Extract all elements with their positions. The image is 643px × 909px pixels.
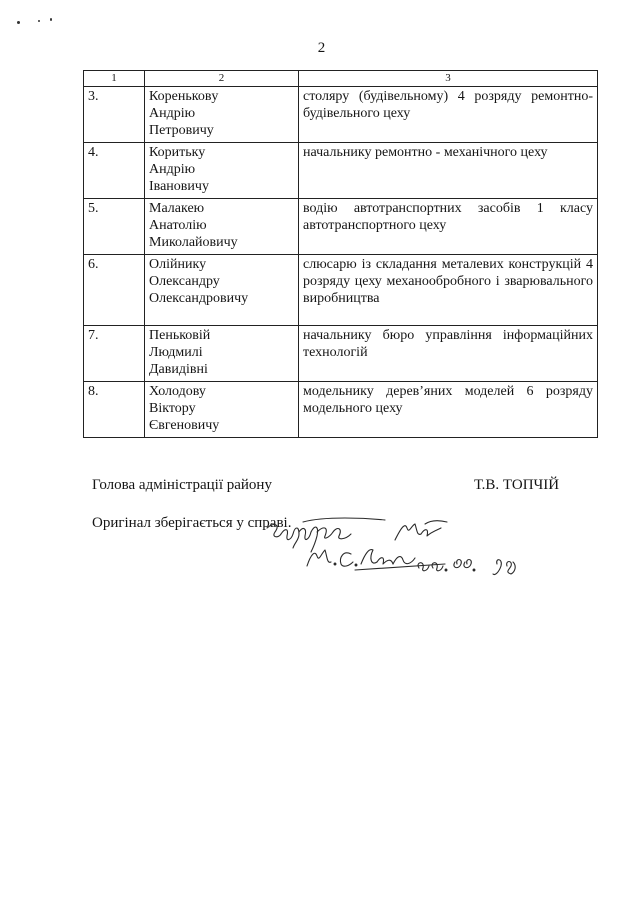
employee-position: водію автотранспортних засобів 1 класу автотранспортного цеху [299,199,598,255]
patronymic: Давидівні [149,362,208,377]
surname: Малакею [149,201,205,216]
first-name: Анатолію [149,218,207,233]
first-name: Віктору [149,401,196,416]
table-row [84,87,598,143]
employee-position: модельнику дерев’яних моделей 6 розряду модельного цеху [299,382,598,438]
scan-speck [38,20,40,22]
employee-table [83,70,598,438]
patronymic: Олександровичу [149,291,249,306]
employee-name [145,326,299,382]
official-title: Голова адміністрації району [92,477,272,493]
employee-name [145,255,299,326]
first-name: Андрію [149,106,196,121]
table-header-row [84,71,598,87]
table-row [84,255,598,326]
employee-name [145,199,299,255]
page-number: 2 [317,40,326,56]
scan-speck [17,21,20,24]
employee-position: начальнику ремонтно - механічного цеху [299,143,598,199]
signatory-name: Т.В. ТОПЧІЙ [474,477,560,493]
employee-name [145,87,299,143]
first-name: Олександру [149,274,220,289]
column-header: 3 [299,71,598,87]
employee-name [145,382,299,438]
row-number: 3. [84,87,145,143]
surname: Олійнику [149,257,207,272]
column-header: 2 [145,71,299,87]
employee-position: слюсарю із складання металевих конструкцій 4 розряду цеху механообробного і зварювального виробництва [299,255,598,326]
column-header: 1 [84,71,145,87]
surname: Пеньковій [149,328,211,343]
first-name: Людмилі [149,345,203,360]
row-number: 7. [84,326,145,382]
surname: Холодову [149,384,206,399]
handwritten-signature [255,514,595,586]
table-row [84,326,598,382]
table-row [84,143,598,199]
table-row [84,199,598,255]
row-number: 8. [84,382,145,438]
row-number: 4. [84,143,145,199]
employee-name [145,143,299,199]
row-number: 5. [84,199,145,255]
patronymic: Євгеновичу [149,418,220,433]
first-name: Андрію [149,162,196,177]
table-row [84,382,598,438]
employee-position: начальнику бюро управління інформаційних технологій [299,326,598,382]
patronymic: Івановичу [149,179,209,194]
surname: Кореньковy [149,89,219,104]
patronymic: Петровичу [149,123,214,138]
patronymic: Миколайовичу [149,235,238,250]
original-storage-note: Оригінал зберігається у справі. [92,515,292,531]
surname: Коритьку [149,145,206,160]
employee-position: столяру (будівельному) 4 розряду ремонтно-будівельного цеху [299,87,598,143]
row-number: 6. [84,255,145,326]
scan-speck [50,18,52,21]
